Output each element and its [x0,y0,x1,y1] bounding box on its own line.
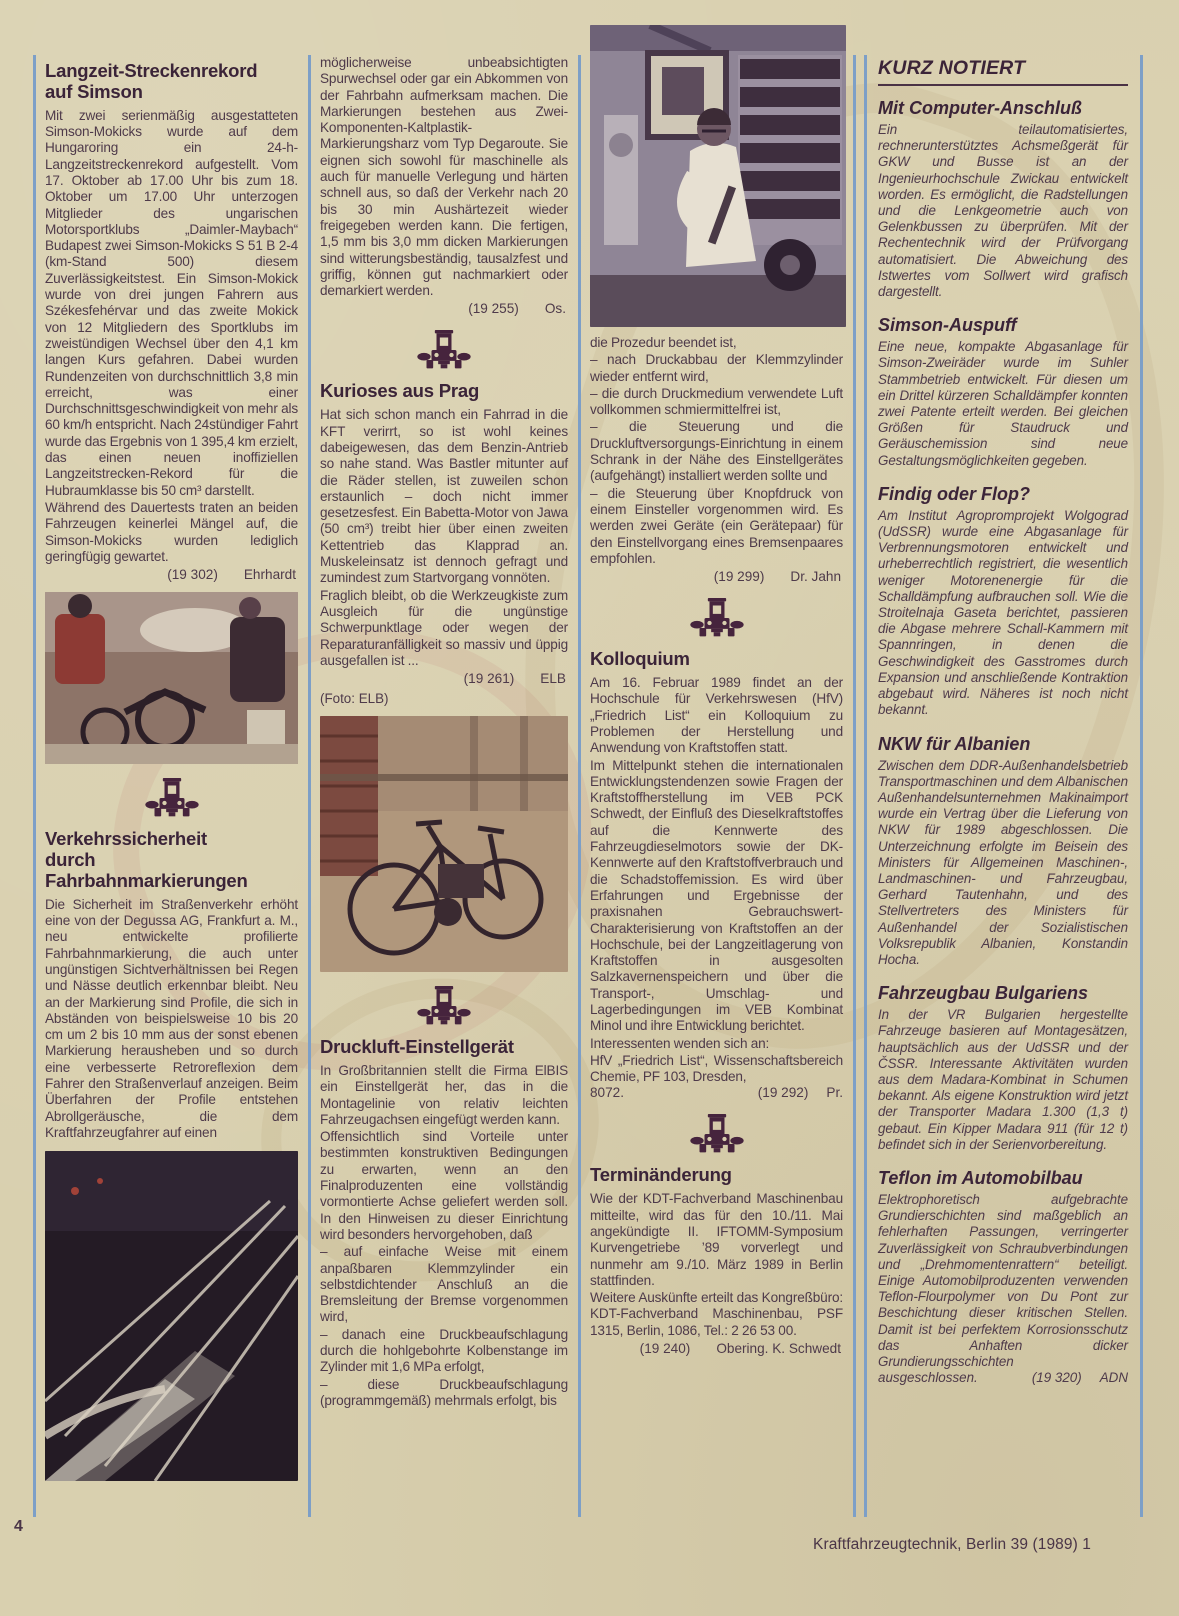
article-bullet: – die Steuerung und die Druckluftversorgungs-Einrichtung in einem Schrank in der Nähe des Einstellgerätes (aufgehängt) installiert werden sollte und [590,419,843,484]
article-paragraph: Die Sicherheit im Straßenverkehr erhöht eine von der Degussa AG, Frankfurt a. M., neu entwickelte profilierte Fahrbahnmarkierung, die auch unter ungünstigen Sichtverhältnissen bei Regen und Nässe deutlich erkennbar bleibt. Neu an der Markierung sind Profile, die sich in Abständen von beispielsweise 10 bis 20 cm um 2 bis 10 mm aus der sonst ebenen Markierung herausheben und so durch eine verbesserte Retroreflexion dem Fahrer den Straßenverlauf anzeigen. Beim Überfahren der Profile entstehen Abrollgeräusche, die dem Kraftfahrzeugfahrer auf einen [45,896,298,1140]
kurz-lastline-text: ausgeschlossen. [878,1370,978,1386]
article-title: Druckluft-Einstellgerät [320,1036,514,1058]
article-road-markings [45,829,298,1141]
section-divider [320,986,568,1031]
section-divider [590,598,843,643]
article-title-line2: durch Fahrbahnmarkierungen [45,848,248,891]
kurz-item-fahrzeugbau-bulgariens [878,983,1128,1153]
article-paragraph: Am 16. Februar 1989 findet an der Hochschule für Verkehrswesen (HfV) „Friedrich List“ ein Kolloquium zu Problemen der Herstellung und Anwendung von Kraftstoffen statt. [590,675,843,756]
column-1 [33,55,308,1517]
section-divider [590,1114,843,1159]
article-title-line1: Verkehrssicherheit [45,828,207,850]
article-credit [320,671,566,686]
article-bullet: – die Steuerung über Knopfdruck von einem Einsteller vorgenommen wird. Es werden zwei Geräte (ein Gerätepaar) für den Einstellvorgang eines Bremsenpaares empfohlen. [590,485,843,566]
article-author: Obering. K. Schwedt [716,1341,841,1357]
article-paragraph: Fraglich bleibt, ob die Werkzeugkiste zum Ausgleich für die ungünstige Schwerpunktlage oder wegen der Reparaturanfälligkeit so massiv und üppig ausgefallen ist ... [320,587,568,668]
article-title [45,829,298,892]
article-paragraph: Wie der KDT-Fachverband Maschinenbau mitteilte, wird das für den 10./11. Mai angekündigte II. IFTOMM-Symposium Kurvengetriebe ’89 vorverlegt und nunmehr am 9./10. März 1989 in Berlin stattfinden. [590,1191,843,1288]
section-divider [320,330,568,375]
vintage-car-icon [690,1114,744,1154]
article-code: (19 261) [463,671,515,687]
article-prague-curiosity [320,381,568,706]
kurz-item-body: Eine neue, kompakte Abgasanlage für Simson-Zweiräder wurde im Suhler Stammbetrieb entwickelt. Für diesen um ein Drittel kürzeren Schalldämpfer konnten zwei Patente erteilt werden. Bei gleichen Größen für Staudruck und Geräuschemission sind neue Gestaltungsmöglichkeiten gegeben. [878,339,1128,468]
article-credit [45,567,296,582]
article-title: Kurioses aus Prag [320,380,480,402]
article-credit [320,301,566,316]
article-paragraph: Hat sich schon manch ein Fahrrad in die KFT verirrt, so ist wohl keines dabeigewesen, das dem Benzin-Antrieb so nahe stand. Was Bastler mitunter auf die Räder stellen, ist zuweilen schon erstaunlich – doch nicht immer gesetzesfest. Ein Babetta-Motor von Jawa (50 cm³) treibt hier über einen zweiten Kettentrieb das Klapprad an. Muskeleinsatz ist dennoch gefragt und zumindest zum Startvorgang vonnöten. [320,407,568,586]
article-code: (19 255) [468,301,519,317]
journal-footer: Kraftfahrzeugtechnik, Berlin 39 (1989) 1 [813,1536,1091,1553]
article-colloquium [590,649,843,1100]
kurz-item-title: Teflon im Automobilbau [878,1167,1083,1188]
article-paragraph: möglicherweise unbeabsichtigten Spurwechsel oder gar ein Abkommen von der Fahrbahn aufmerksam machen. Die Markierungen bestehen aus Zwei-Komponenten-Kaltplastik-Markierungsharz vom Typ Degaroute. Sie eignen sich sowohl für maschinelle als auch für manuelle Verlegung und härten schnell aus, so daß der Verkehr nach 20 bis 30 min Aushärtezeit wieder freigegeben werden kann. Die fertigen, 1,5 mm bis 3,0 mm dicken Markierungen sind witterungsbeständig, tausalzfest und griffig, können gut nachmarkiert oder demarkiert werden. [320,55,568,299]
kurz-item-body: Elektrophoretisch aufgebrachte Grundierschichten sind maßgeblich an fehlerhaften Passungen, verringerter Zuverlässigkeit von Schraubverbindungen und „Drehmomentenrattern“ beteiligt. Einige Automobilproduzenten verwenden Teflon-Flourpolymer von Du Pont zur Beschichtung dieser kritischen Stellen. Damit ist bei perfektem Korrosionsschutz das Anhaften dicker Grundierungsschichten [878,1191,1128,1369]
kurz-item-simson-auspuff [878,315,1128,469]
photo-technician-test-bench [590,25,846,327]
kurz-notiert-header: KURZ NOTIERT [878,57,1026,79]
article-author: Os. [544,301,566,317]
article-bullet: – auf einfache Weise mit einem anpaßbaren Klemmzylinder ein selbstdichtender Anschluß an die Bremsleitung der Bremse vorgenommen wird, [320,1244,568,1325]
article-code: (19 299) [713,569,765,585]
article-simson-record [45,61,298,582]
article-paragraph: HfV „Friedrich List“, Wissenschaftsbereich Chemie, PF 103, Dresden, [590,1052,843,1085]
vintage-car-icon [690,598,744,638]
column-3 [578,55,856,1517]
photo-night-road-markings [45,1151,298,1481]
kurz-item-body: Zwischen dem DDR-Außenhandelsbetrieb Transportmaschinen und dem Albanischen Außenhandelsunternehmen Makinaimport wurde ein Vertrag über die Lieferung von NKW für 1989 abgeschlossen. Die Unterzeichnung erfolgte im Beisein des Ministers für Allgemeinen Maschinen-, Landmaschinen- und Fahrzeugbau, Gerhard Tautenhahn, und des Stellvertreters des Ministers für Außenhandel der Sozialistischen Volksrepublik Albanien, Konstandin Hocha. [878,757,1128,967]
article-paragraph: die Prozedur beendet ist, [590,335,737,350]
page-number: 4 [14,1518,23,1535]
kurz-credit [1032,1370,1128,1385]
article-paragraph: Offensichtlich sind Vorteile unter bestimmten konstruktiven Bedingungen zu erwarten, wenn an den Finalproduzenten eine vollständig vormontierte Achse geliefert werden soll. In den Hinweisen zu dieser Einrichtung wird besonders hervorgehoben, daß [320,1129,568,1242]
article-author: ELB [540,671,566,687]
article-paragraph: Im Mittelpunkt stehen die internationalen Entwicklungstendenzen sowie Fragen der Kraftstoffherstellung im VEB PCK Schwedt, der Einfluß des Dieselkraftstoffes auf die Kennwerte des Fahrzeugdieselmotors sowie der DK-Kennwerte auf den Kraftstoffverbrauch und die Schadstoffemission. Es wird über Erfahrungen und Ergebnisse der praxisnahen Gebrauchswert-Charakterisierung von Kraftstoffen an der Hochschule, bei der Langzeitlagerung von Kraftstoffen in ausgesolten Salzkavernenspeichern und über die Transport-, Umschlag- und Lagerbedingungen im VEB Kombinat Minol und ihre Entwicklung berichtet. [590,757,843,1034]
article-bullet: – danach eine Druckbeaufschlagung durch die hohlgebohrte Kolbenstange im Zylinder mit 1,6 MPa erfolgt, [320,1326,568,1375]
kurz-item-body: Ein teilautomatisiertes, rechnerunterstütztes Achsmeßgerät für GKW und Busse ist an der Ingenieurhochschule Zwickau entwickelt worden. Es ermöglicht, die Radstellungen und die Lenkgeometrie auch von Gelenkbussen zu überprüfen. Mit der Rechentechnik wird der Prüfvorgang automatisiert. Die Abweichung des Istwertes vom Sollwert wird grafisch dargestellt. [878,122,1128,300]
article-title-line1: Langzeit-Streckenrekord [45,60,258,81]
kurz-item-findig-oder-flop [878,484,1128,719]
article-code: (19 292) [757,1085,809,1101]
article-credit [590,569,841,584]
kurz-code: (19 320) [1031,1370,1082,1386]
article-paragraph: In Großbritannien stellt die Firma ElBIS ein Einstellgerät her, das in die Montagelinie von relativ leichten Fahrzeugachsen eingefügt werden kann. [320,1062,568,1127]
photo-motorized-folding-bicycle [320,716,568,972]
article-paragraph: Weitere Auskünfte erteilt das Kongreßbüro: KDT-Fachverband Maschinenbau, PSF 1315, Berlin, 1086, Tel.: 2 26 53 00. [590,1290,843,1338]
kurz-item-title: NKW für Albanien [878,733,1031,754]
article-bullet: – diese Druckbeaufschlagung (programmgemäß) mehrmals erfolgt, bis [320,1376,568,1408]
article-pneumatic-adjustment-device [320,1037,568,1409]
photo-mopeds-service [45,592,298,764]
kurz-item-computer-anschluss [878,98,1128,300]
article-paragraph: Mit zwei serienmäßig ausgestatteten Simson-Mokicks wurde auf dem Hungaroring ein 24-h-Langzeitstreckenrekord aufgestellt. Vom 17. Oktober ab 17.00 Uhr bis zum 18. Oktober um 17.00 Uhr unterzogen Mitglieder des ungarischen Motorsportklubs „Daimler-Maybach“ Budapest zwei Simson-Mokicks S 51 B 2-4 (km-Stand 500) diesem Zuverlässigkeitstest. Ein Simson-Mokick wurde von drei jungen Fahrern aus Székesfehérvar und das zweite Mokick von 12 Mitgliedern des Sportklubs im zweistündigen Wechsel über den 4,1 km langen Kurs gefahren. Dabei wurden Rundenzeiten von durchschnittlich 3,8 min erreicht, was einer Durchschnittsgeschwindigkeit von mehr als 60 km/h entspricht. Nach 24stündiger Fahrt wurde das Ergebnis von 1 395,4 km erzielt, das einen neuen inoffiziellen Langzeitstrecken-Rekord für die Hubraumklasse bis 50 cm³ darstellt. [45,107,298,498]
kurz-item-title: Fahrzeugbau Bulgariens [878,983,1089,1004]
kurz-lastline-with-credit [878,1370,1128,1385]
article-lastline-with-credit [590,1085,843,1100]
article-lastline-text: 8072. [590,1085,625,1101]
article-code: (19 240) [639,1341,691,1357]
kurz-item-body: In der VR Bulgarien hergestellte Fahrzeuge basieren auf Montagesätzen, hauptsächlich aus der UdSSR und der ČSSR. Interessante Aktivitäten wurden aus dem Madara-Kombinat in Schumen bekannt. Als eigene Konstruktion wird jetzt der Transporter Madara 1.300 (1,3 t) gebaut. Ein Kipper Madara 911 (für 12 t) befindet sich in der Serienvorbereitung. [878,1007,1128,1152]
kurz-notiert-box [864,55,1143,1517]
article-title: Kolloquium [590,648,690,670]
section-divider [45,778,298,823]
article-title [45,61,298,103]
vintage-car-icon [145,778,199,818]
kurz-item-body: Am Institut Agropromprojekt Wolgograd (UdSSR) wurde eine Abgasanlage für Verbrennungsmotoren entwickelt und urheberrechtlich registriert, die wesentlich weniger Motorenenergie für die Schalldämpfung aufbrauchen soll. Wie die Stroitelnaja Gaseta berichtet, passieren die Abgase mehrere Schall-Kammern mit Spannringen, in denen die Geschwindigkeit des Gasstromes durch Expansion und anschließende Kontraktion abgebaut wird. Näheres ist noch nicht bekannt. [878,507,1128,718]
article-paragraph: Während des Dauertests traten an beiden Fahrzeugen keinerlei Mängel auf, die Simson-Mokicks wurden lediglich geringfügig gewartet. [45,499,298,564]
vintage-car-icon [417,330,471,370]
article-credit [590,1341,841,1356]
article-author: Pr. [826,1085,843,1101]
article-pneumatic-device-continuation [590,335,843,584]
article-date-change [590,1165,843,1356]
kurz-item-nkw-albanien [878,734,1128,969]
article-bullet: – nach Druckabbau der Klemmzylinder wieder entfernt wird, [590,352,843,384]
article-road-markings-continuation [320,55,568,316]
column-layout [33,55,1146,1517]
article-author: Dr. Jahn [790,569,841,585]
kurz-notiert-rule [878,84,1128,86]
article-code: (19 302) [167,567,218,583]
vintage-car-icon [417,986,471,1026]
article-paragraph: Interessenten wenden sich an: [590,1035,770,1051]
column-2 [308,55,578,1517]
article-title-line2: auf Simson [45,80,143,102]
article-title: Terminänderung [590,1164,732,1186]
kurz-item-teflon-automobilbau [878,1168,1128,1385]
kurz-item-title: Simson-Auspuff [878,315,1017,336]
kurz-author: ADN [1099,1370,1128,1386]
photo-credit-caption: (Foto: ELB) [320,691,389,707]
kurz-item-title: Findig oder Flop? [878,483,1030,504]
article-bullet: – die durch Druckmedium verwendete Luft vollkommen schmiermittelfrei ist, [590,385,843,418]
article-credit [758,1085,843,1100]
kurz-item-title: Mit Computer-Anschluß [878,98,1082,118]
article-author: Ehrhardt [243,567,296,583]
